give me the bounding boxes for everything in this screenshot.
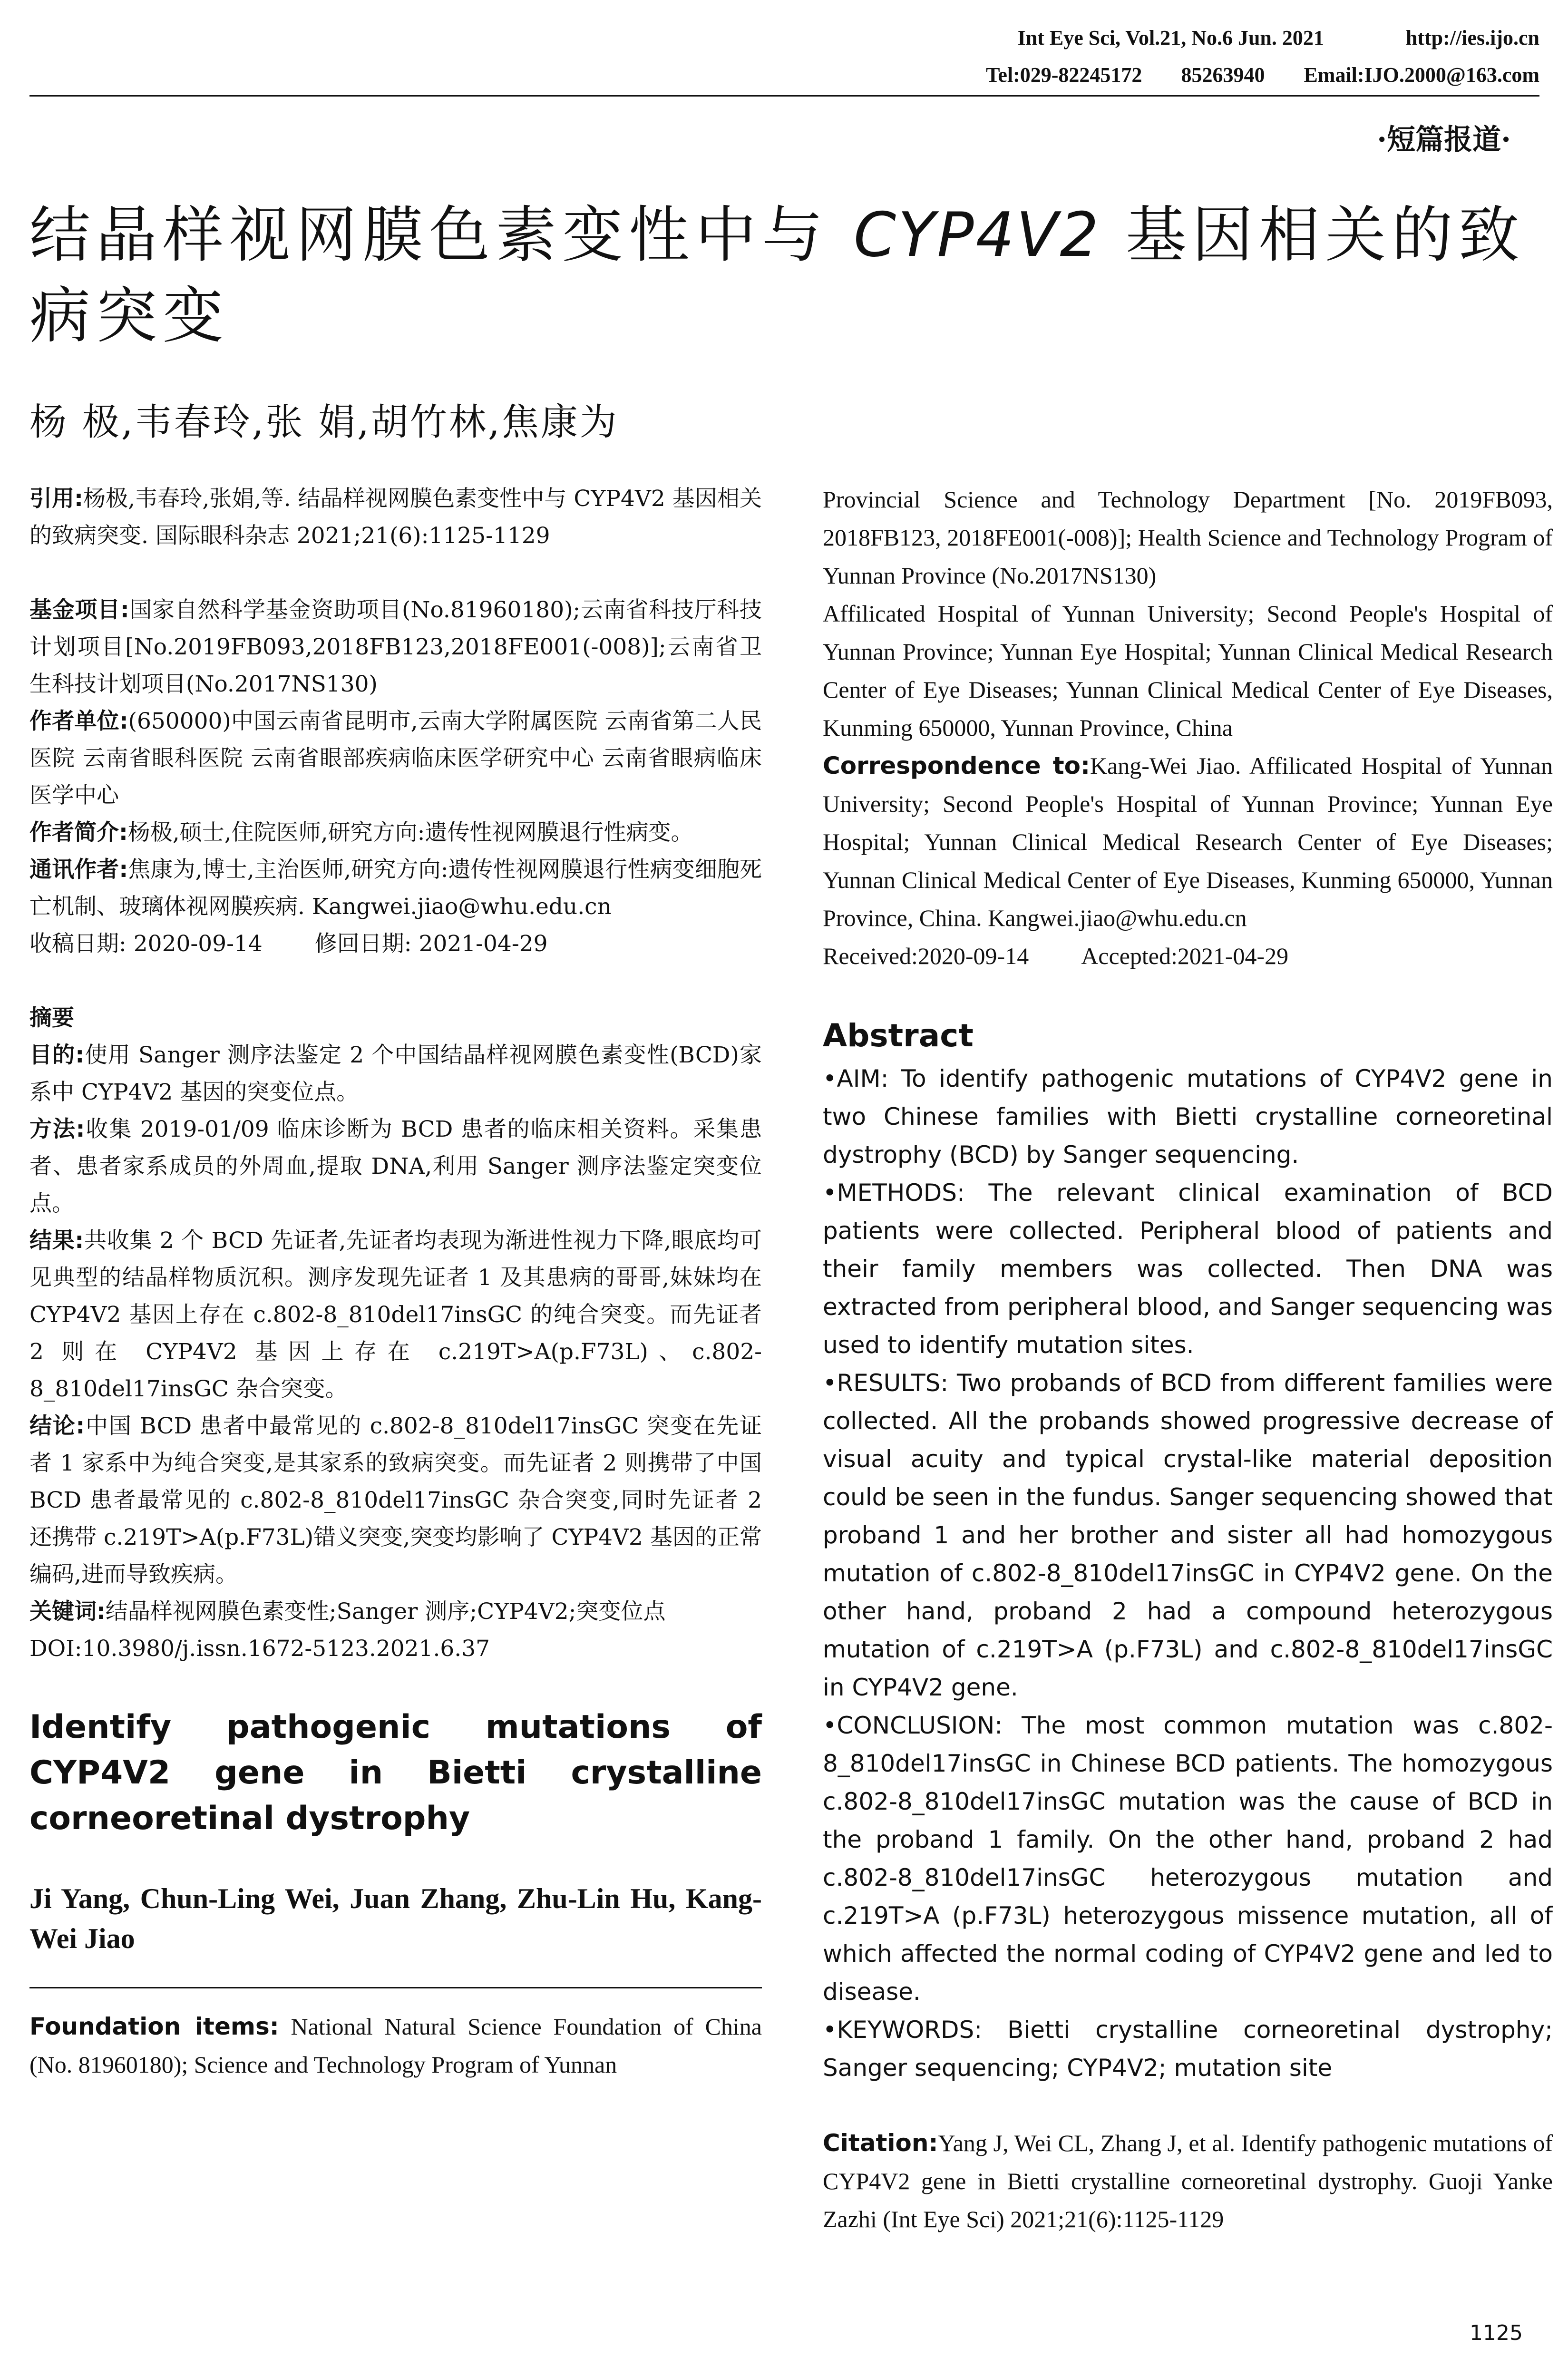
citation-cn: 引用:杨极,韦春玲,张娟,等. 结晶样视网膜色素变性中与 CYP4V2 基因相关的致病突变. 国际眼科杂志 2021;21(6):1125-1129 <box>29 486 762 549</box>
journal-url[interactable]: http://ies.ijo.cn <box>1405 26 1539 49</box>
journal-tel2: 85263940 <box>1181 63 1265 87</box>
dates-en: Received:2020-09-14 Accepted:2021-04-29 <box>823 943 1289 969</box>
keywords-cn: 关键词:结晶样视网膜色素变性;Sanger 测序;CYP4V2;突变位点 <box>29 1598 666 1625</box>
results-cn: 结果:共收集 2 个 BCD 先证者,先证者均表现为渐进性视力下降,眼底均可见典型的结晶样物质沉积。测序发现先证者 1 及其患病的哥哥,妹妹均在 CYP4V2 基因上存在 c.802-8_810del17insGC 的纯合突变。而先证者 2 则在 CYP4V2 基因上存在 c.219T>A(p.F73L)、c.802-8_810del17insGC 杂合突变。 <box>29 1227 762 1402</box>
abstract-body-en <box>823 1060 1553 2087</box>
foundation-rule <box>29 1987 762 1988</box>
page-number: 1125 <box>1470 2321 1523 2345</box>
unit-cn: 作者单位:(650000)中国云南省昆明市,云南大学附属医院 云南省第二人民医院 云南省眼科医院 云南省眼部疾病临床医学研究中心 云南省眼病临床医学中心 <box>29 708 762 809</box>
running-header-line2 <box>986 62 1539 88</box>
journal-email[interactable]: Email:IJO.2000@163.com <box>1304 63 1539 87</box>
foundation-en: Foundation items: National Natural Science Foundation of China (No. 81960180); Science and Technology Program of Yunnan <box>29 2013 762 2078</box>
running-header-line1 <box>1018 25 1539 51</box>
header-rule <box>29 95 1539 97</box>
section-tag: ·短篇报道· <box>1377 123 1511 156</box>
conclusion-cn: 结论:中国 BCD 患者中最常见的 c.802-8_810del17insGC 突变在先证者 1 家系中为纯合突变,是其家系的致病突变。而先证者 2 则携带了中国 BCD 患者最常见的 c.802-8_810del17insGC 杂合突变,同时先证者 2 还携带 c.219T>A(p.F73L)错义突变,突变均影响了 CYP4V2 基因的正常编码,进而导致疾病。 <box>29 1413 762 1588</box>
journal-tel: Tel:029-82245172 <box>986 63 1142 87</box>
aim-cn: 目的:使用 Sanger 测序法鉴定 2 个中国结晶样视网膜色素变性(BCD)家系中 CYP4V2 基因的突变位点。 <box>29 1042 762 1105</box>
citation-en: Citation:Yang J, Wei CL, Zhang J, et al. Identify pathogenic mutations of CYP4V2 gene in Bietti crystalline corneoretinal dystrophy. Guoji Yanke Zazhi (Int Eye Sci) 2021;21(6):1125-1129 <box>823 2129 1553 2232</box>
corr-cn: 通讯作者:焦康为,博士,主治医师,研究方向:遗传性视网膜退行性病变细胞死亡机制、玻璃体视网膜疾病. Kangwei.jiao@whu.edu.cn <box>29 857 762 920</box>
authors-cn: 杨 极,韦春玲,张 娟,胡竹林,焦康为 <box>29 401 619 444</box>
right-column <box>823 480 1553 2238</box>
methods-en: •METHODS: The relevant clinical examination of BCD patients were collected. Peripheral blood of patients and their family members was collected. Then DNA was extracted from peripheral blood, and Sanger sequencing was used to identify mutation sites. <box>823 1179 1553 1359</box>
results-en: •RESULTS: Two probands of BCD from different families were collected. All the probands showed progressive decrease of visual acuity and typical crystal-like material deposition could be seen in the fundus. Sanger sequencing showed that proband 1 and her brother and sister all had homozygous mutation of c.802-8_810del17insGC in CYP4V2 gene. On the other hand, proband 2 had a compound heterozygous mutation of c.219T>A (p.F73L) and c.802-8_810del17insGC in CYP4V2 gene. <box>823 1369 1553 1701</box>
keywords-en: •KEYWORDS: Bietti crystalline corneoretinal dystrophy; Sanger sequencing; CYP4V2; mutation site <box>823 2016 1553 2082</box>
abstract-head-en: Abstract <box>823 1017 974 1054</box>
article-title-en: Identify pathogenic mutations of CYP4V2 gene in Bietti crystalline corneoretinal dystrophy <box>29 1708 762 1837</box>
authors-en: Ji Yang, Chun-Ling Wei, Juan Zhang, Zhu-Lin Hu, Kang-Wei Jiao <box>29 1883 762 1954</box>
foundation-en-cont: Provincial Science and Technology Department [No. 2019FB093, 2018FB123, 2018FE001(-008)]; Health Science and Technology Program of Yunnan Province (No.2017NS130) <box>823 486 1553 589</box>
left-column <box>29 480 762 2084</box>
aim-en: •AIM: To identify pathogenic mutations of CYP4V2 gene in two Chinese families with Bietti crystalline corneoretinal dystrophy (BCD) by Sanger sequencing. <box>823 1065 1553 1169</box>
doi[interactable]: DOI:10.3980/j.issn.1672-5123.2021.6.37 <box>29 1636 490 1662</box>
dates-cn: 收稿日期: 2020-09-14 修回日期: 2021-04-29 <box>29 931 548 957</box>
correspondence-en: Correspondence to:Kang-Wei Jiao. Affilicated Hospital of Yunnan University; Second People's Hospital of Yunnan Province; Yunnan Eye Hospital; Yunnan Clinical Medical Research Center of Eye Diseases; Yunnan Clinical Medical Center of Eye Diseases, Kunming 650000, Yunnan Province, China. Kangwei.jiao@whu.edu.cn <box>823 752 1553 931</box>
article-title-cn: 结晶样视网膜色素变性中与 CYP4V2 基因相关的致病突变 <box>29 200 1525 351</box>
conclusion-en: •CONCLUSION: The most common mutation was c.802-8_810del17insGC in Chinese BCD patients. The homozygous c.802-8_810del17insGC mutation was the cause of BCD in the proband 1 family. On the other hand, proband 2 had c.802-8_810del17insGC heterozygous mutation and c.219T>A (p.F73L) heterozygous missence mutation, all of which affected the normal coding of CYP4V2 gene and led to disease. <box>823 1712 1553 2006</box>
bio-cn: 作者简介:杨极,硕士,住院医师,研究方向:遗传性视网膜退行性病变。 <box>29 819 693 846</box>
methods-cn: 方法:收集 2019-01/09 临床诊断为 BCD 患者的临床相关资料。采集患者、患者家系成员的外周血,提取 DNA,利用 Sanger 测序法鉴定突变位点。 <box>29 1116 762 1217</box>
affiliation-en: Affilicated Hospital of Yunnan University; Second People's Hospital of Yunnan Province; Yunnan Eye Hospital; Yunnan Clinical Medical Research Center of Eye Diseases; Yunnan Clinical Medical Center of Eye Diseases, Kunming 650000, Yunnan Province, China <box>823 600 1553 741</box>
fund-cn: 基金项目:国家自然科学基金资助项目(No.81960180);云南省科技厅科技计划项目[No.2019FB093,2018FB123,2018FE001(-008)];云南省卫生科技计划项目(No.2017NS130) <box>29 597 762 697</box>
abstract-head-cn: 摘要 <box>29 1005 74 1031</box>
journal-info: Int Eye Sci, Vol.21, No.6 Jun. 2021 <box>1017 26 1324 49</box>
gene-name: CYP4V2 <box>853 200 1101 271</box>
